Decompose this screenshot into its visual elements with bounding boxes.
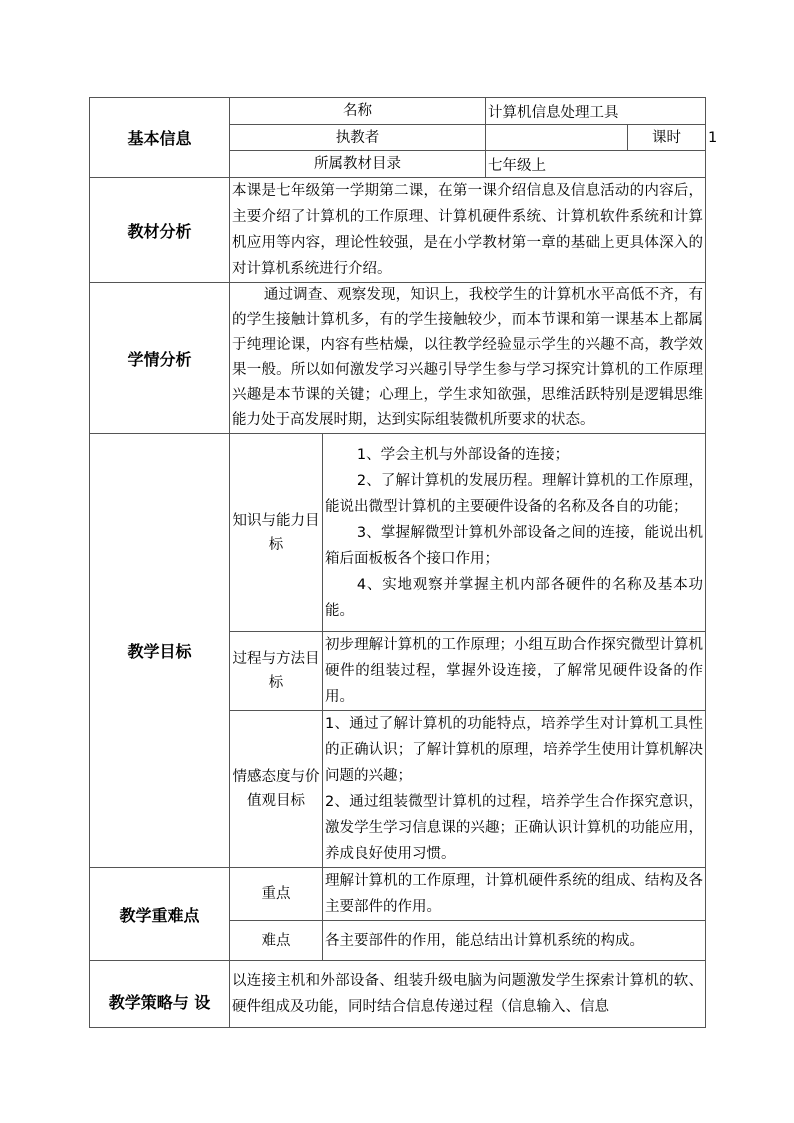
catalog-label: 所属教材目录 [230, 151, 486, 178]
lesson-plan-table: 基本信息 名称 计算机信息处理工具 执教者 课时 1 所属教材目录 七年级上 教材分析 本课是七年级第一学期第二课，在第一课介绍信息及信息活动的内容后，主要介绍了计算机的工作原理、计算机硬件系统、计算机软件系统和计算机应用等内容，理论性较强，是在小学教材第一章的基础上更具体深入的对计算机系统进行介绍。 学情分析 通过调查、观察发现，知识上，我校学生的计算机水平高低不齐，有的学生接触计算机多，有的学生接触较少，而本节课和第一课基本上都属于纯理论课，内容有些枯燥，以往教学经验显示学生的兴趣不高，教学效果一般。所以如何激发学习兴趣引导学生参与学习探究计算机的工作原理兴趣是本节课的关键；心理上，学生求知欲强，思维活跃特别是逻辑思维能力处于高发展时期，达到实际组装微机所要求的状态。 教学目标 知识与能力目标 1、学会主机与外部设备的连接； 2、了解计算机的发展历程。理解计算机的工作原理，能说出微型计算机的主要硬件设备的名称及各自的功能； 3、掌握解微型计算机外部设备之间的连接，能说出机箱后面板板各个接口作用； 4、实地观察并掌握主机内部各硬件的名称及基本功能。 过程与方法目标 初步理解计算机的工作原理；小组互助合作探究微型计算机硬件的组装过程，掌握外设连接，了解常见硬件设备的作用。 情感态度与价值观目标 1、通过了解计算机的功能特点，培养学生对计算机工具性的正确认识；了解计算机的原理，培养学生使用计算机解决问题的兴趣； 2、通过组装微型计算机的过程，培养学生合作探究意识，激发学生学习信息课的兴趣；正确认识计算机的功能应用，养成良好使用习惯。 教学重难点 重点 理解计算机的工作原理，计算机硬件系统的组成、结构及各主要部件的作用。 难点 各主要部件的作用，能总结出计算机系统的构成。 教学策略与 设 以连接主机和外部设备、组装升级电脑为问题激发学生探索计算机的软、硬件组成及功能，同时结合信息传递过程（信息输入、信息 [89, 97, 706, 1028]
emotion-goal-item: 1、通过了解计算机的功能特点，培养学生对计算机工具性的正确认识；了解计算机的原理，培养学生使用计算机解决问题的兴趣； [325, 716, 704, 784]
knowledge-goal-content [323, 434, 706, 632]
teacher-label: 执教者 [230, 125, 486, 151]
teaching-goals-header: 教学目标 [90, 434, 230, 868]
difficult-point-text: 各主要部件的作用，能总结出计算机系统的构成。 [323, 921, 706, 961]
emotion-goal-item: 2、通过组装微型计算机的过程，培养学生合作探究意识，激发学生学习信息课的兴趣；正确认识计算机的功能应用，养成良好使用习惯。 [325, 794, 704, 862]
material-analysis-header: 教材分析 [90, 178, 230, 283]
key-point-text: 理解计算机的工作原理，计算机硬件系统的组成、结构及各主要部件的作用。 [323, 868, 706, 921]
catalog-value: 七年级上 [486, 151, 706, 178]
strategy-text: 以连接主机和外部设备、组装升级电脑为问题激发学生探索计算机的软、硬件组成及功能，同时结合信息传递过程（信息输入、信息 [230, 961, 706, 1028]
basic-info-header: 基本信息 [90, 98, 230, 178]
student-analysis-header: 学情分析 [90, 283, 230, 434]
student-analysis-paragraph: 通过调查、观察发现，知识上，我校学生的计算机水平高低不齐，有的学生接触计算机多，有的学生接触较少，而本节课和第一课基本上都属于纯理论课，内容有些枯燥，以往教学经验显示学生的兴趣不高，教学效果一般。所以如何激发学习兴趣引导学生参与学习探究计算机的工作原理兴趣是本节课的关键；心理上，学生求知欲强，思维活跃特别是逻辑思维能力处于高发展时期，达到实际组装微机所要求的状态。 [232, 287, 704, 428]
emotion-goal-content [323, 711, 706, 868]
strategy-header: 教学策略与 设 [90, 961, 230, 1028]
emotion-goal-label: 情感态度与价值观目标 [230, 711, 323, 868]
knowledge-goal-item: 3、掌握解微型计算机外部设备之间的连接，能说出机箱后面板板各个接口作用； [325, 524, 704, 567]
name-label: 名称 [230, 98, 486, 125]
key-difficult-header: 教学重难点 [90, 868, 230, 961]
name-value: 计算机信息处理工具 [486, 98, 706, 125]
difficult-point-label: 难点 [230, 921, 323, 961]
knowledge-goal-label: 知识与能力目标 [230, 434, 323, 632]
knowledge-goal-item: 4、实地观察并掌握主机内部各硬件的名称及基本功能。 [325, 576, 704, 619]
teacher-value [486, 125, 628, 151]
knowledge-goal-item: 2、了解计算机的发展历程。理解计算机的工作原理，能说出微型计算机的主要硬件设备的名称及各自的功能； [325, 472, 704, 515]
process-goal-text: 初步理解计算机的工作原理；小组互助合作探究微型计算机硬件的组装过程，掌握外设连接，了解常见硬件设备的作用。 [323, 632, 706, 711]
student-analysis-text [230, 283, 706, 434]
process-goal-label: 过程与方法目标 [230, 632, 323, 711]
knowledge-goal-item: 1、学会主机与外部设备的连接； [356, 446, 570, 463]
key-point-label: 重点 [230, 868, 323, 921]
material-analysis-text: 本课是七年级第一学期第二课，在第一课介绍信息及信息活动的内容后，主要介绍了计算机的工作原理、计算机硬件系统、计算机软件系统和计算机应用等内容，理论性较强，是在小学教材第一章的基础上更具体深入的对计算机系统进行介绍。 [230, 178, 706, 283]
class-hours-label: 课时 [628, 125, 706, 151]
